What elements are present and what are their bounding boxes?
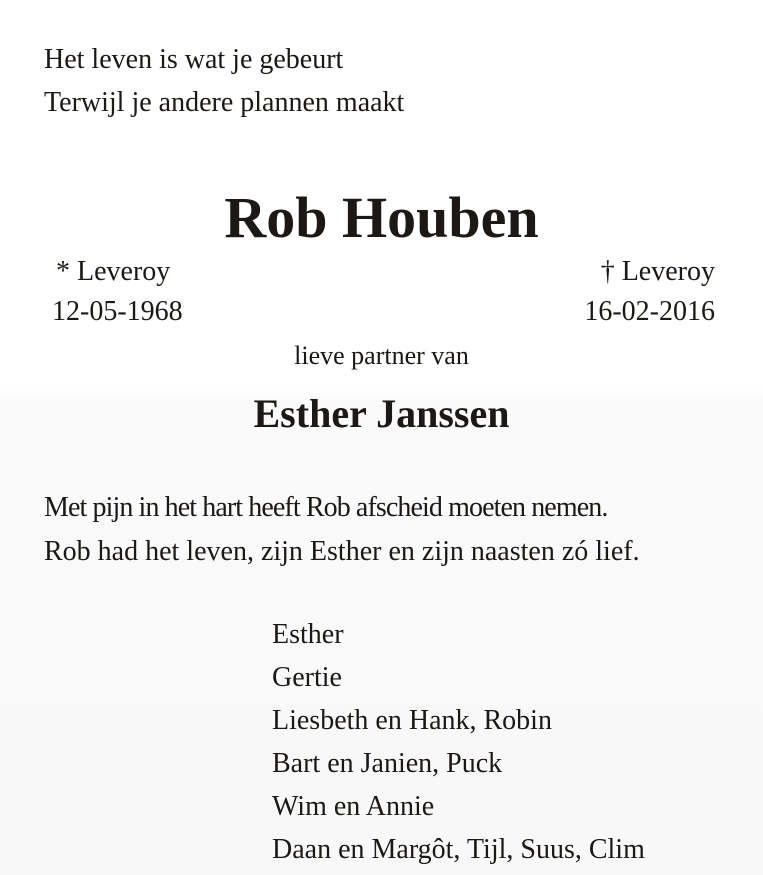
message-line-2: Rob had het leven, zijn Esther en zijn naasten zó lief. <box>44 536 640 567</box>
motto <box>44 38 404 124</box>
family-member: Daan en Margôt, Tijl, Suus, Clim <box>272 834 645 865</box>
death-place: † Leveroy <box>600 256 715 287</box>
family-member: Esther <box>272 619 344 650</box>
motto-line-2: Terwijl je andere plannen maakt <box>44 87 405 118</box>
family-member: Liesbeth en Hank, Robin <box>272 705 552 736</box>
deceased-name: Rob Houben <box>224 185 539 250</box>
birth-date: 12-05-1968 <box>52 296 183 327</box>
family-member: Wim en Annie <box>272 791 435 822</box>
birth-info <box>52 252 183 332</box>
family-member: Bart en Janien, Puck <box>272 748 503 779</box>
death-date: 16-02-2016 <box>584 296 715 327</box>
message <box>44 486 640 574</box>
death-info <box>584 252 715 332</box>
family-list <box>272 613 645 871</box>
birth-place: * Leveroy <box>56 256 171 287</box>
motto-line-1: Het leven is wat je gebeurt <box>44 44 344 75</box>
partner-name: Esther Janssen <box>253 391 510 436</box>
partner-label: lieve partner van <box>294 341 469 370</box>
family-member: Gertie <box>272 662 342 693</box>
message-line-1: Met pijn in het hart heeft Rob afscheid moeten nemen. <box>44 492 608 523</box>
